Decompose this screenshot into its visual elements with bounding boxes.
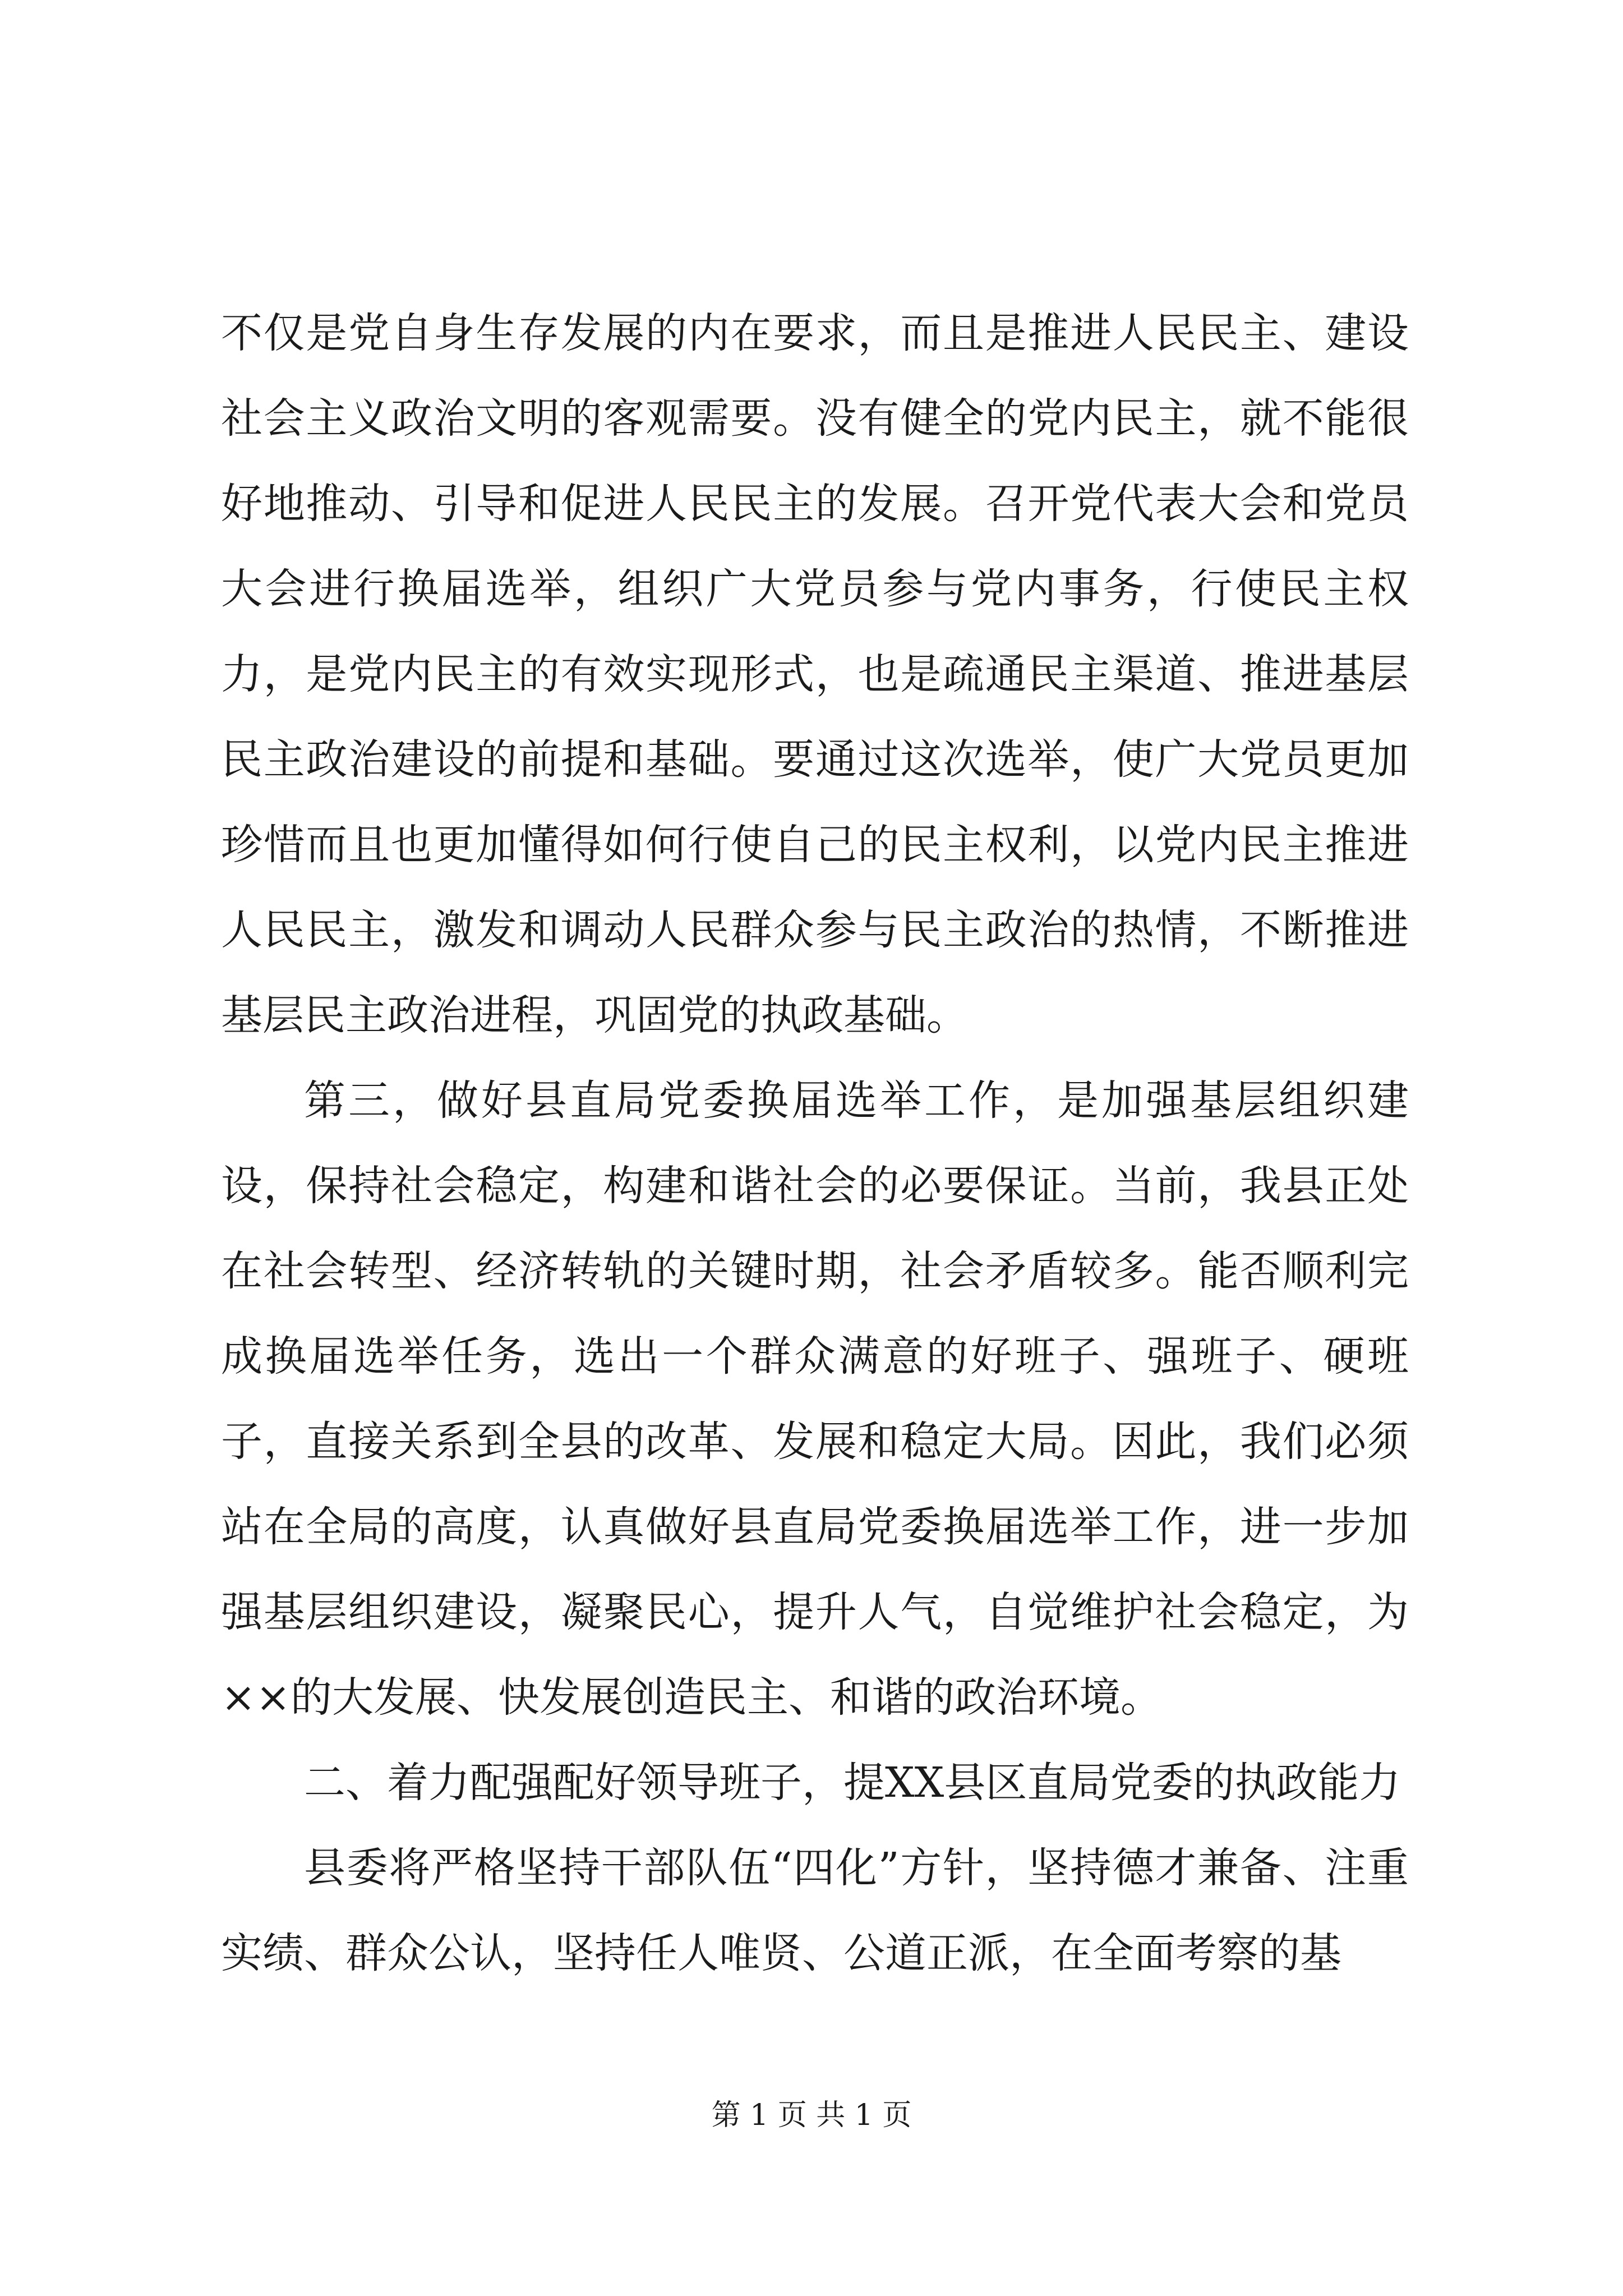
document-body (221, 291, 1409, 1996)
paragraph-1: 不仅是党自身生存发展的内在要求，而且是推进人民民主、建设社会主义政治文明的客观需要。没有健全的党内民主，就不能很好地推动、引导和促进人民民主的发展。召开党代表大会和党员大会进行换届选举，组织广大党员参与党内事务，行使民主权力，是党内民主的有效实现形式，也是疏通民主渠道、推进基层民主政治建设的前提和基础。要通过这次选举，使广大党员更加珍惜而且也更加懂得如何行使自己的民主权利，以党内民主推进人民民主，激发和调动人民群众参与民主政治的热情，不断推进基层民主政治进程，巩固党的执政基础。 (221, 309, 1409, 1039)
paragraph-2: 第三，做好县直局党委换届选举工作，是加强基层组织建设，保持社会稳定，构建和谐社会的必要保证。当前，我县正处在社会转型、经济转轨的关键时期，社会矛盾较多。能否顺利完成换届选举任务，选出一个群众满意的好班子、强班子、硬班子，直接关系到全县的改革、发展和稳定大局。因此，我们必须站在全局的高度，认真做好县直局党委换届选举工作，进一步加强基层组织建设，凝聚民心，提升人气，自觉维护社会稳定，为××的大发展、快发展创造民主、和谐的政治环境。 (221, 1076, 1409, 1722)
paragraph-3: 县委将严格坚持干部队伍“四化”方针，坚持德才兼备、注重实绩、群众公认，坚持任人唯贤、公道正派，在全面考察的基 (221, 1844, 1409, 1977)
page-number-footer: 第 1 页 共 1 页 (711, 2099, 912, 2132)
section-heading-2: 二、着力配强配好领导班子，提XX县区直局党委的执政能力 (304, 1759, 1401, 1807)
